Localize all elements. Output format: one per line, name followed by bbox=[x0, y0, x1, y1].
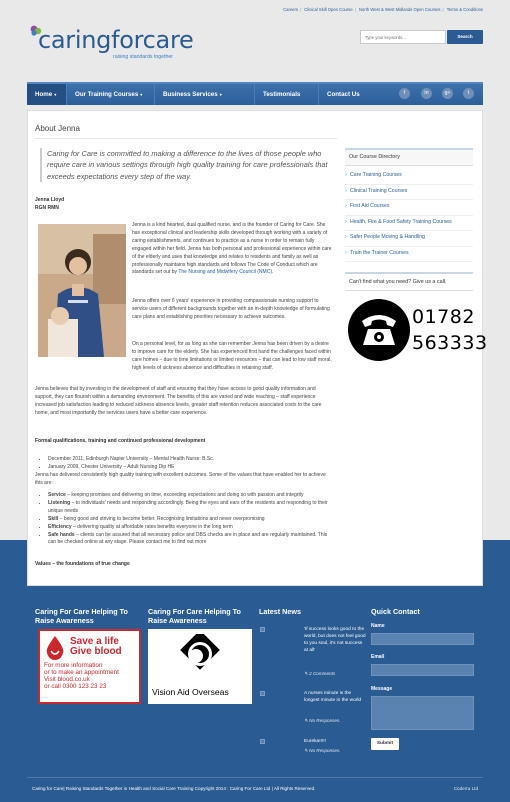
value-term: Service bbox=[48, 492, 66, 498]
value-term: Listening bbox=[48, 499, 71, 506]
phone-banner[interactable] bbox=[345, 294, 488, 366]
vision-aid-ad[interactable] bbox=[148, 629, 252, 704]
vision-aid-text: Vision Aid Overseas bbox=[152, 687, 229, 697]
author-signature bbox=[35, 196, 64, 212]
news-text[interactable]: Eureka!!!!! bbox=[304, 739, 326, 744]
name-field[interactable] bbox=[371, 633, 474, 645]
nav-testimonials[interactable] bbox=[255, 84, 319, 105]
bio-paragraph-3: On a personal level, for as long as she can remember Jenna has been driven by a desire to improve care for the elderly. She has experienced first hand the challenges faced within care homes – due to time limitations or limited resources – that can lead to low staff moral, high levels of sickness absence and difficulties in retaining staff. bbox=[132, 341, 332, 371]
news-meta: ✎ No Responses. bbox=[304, 748, 341, 753]
nav-contact-label: Contact Us bbox=[327, 91, 360, 98]
call-us-title: Can't find what you need? Give us a call. bbox=[345, 272, 473, 291]
news-text[interactable]: 'If success looks good to the world, but does not feel good to you soul, it's not success at all' bbox=[304, 627, 366, 653]
nav-training-courses[interactable] bbox=[67, 84, 155, 105]
author-role: RGN RMN bbox=[35, 205, 59, 211]
value-item bbox=[48, 492, 332, 500]
value-item bbox=[48, 500, 332, 516]
value-term: Safe hands bbox=[48, 531, 75, 538]
top-link-terms[interactable]: Terms & Conditions bbox=[446, 7, 483, 12]
values-intro: Jenna has delivered consistently high quality training with excellent outcomes. Some of the values that have enabled her to achieve this are: bbox=[35, 472, 326, 486]
news-meta-text: 2 Comments bbox=[309, 671, 336, 676]
qualifications-list bbox=[48, 456, 332, 472]
quick-contact-title: Quick Contact bbox=[371, 607, 420, 616]
news-text[interactable]: A nurses minute is the longest minute in the world bbox=[304, 691, 362, 703]
top-link-northwest[interactable]: North West & West Midlands Open Courses bbox=[358, 7, 441, 12]
vision-aid-logo-icon bbox=[178, 634, 222, 680]
blood-ad-line: Save a life bbox=[70, 636, 119, 647]
intro-quote: Caring for Care is committed to making a difference to the lives of those people who require care in various settings through high quality training for care professionals that exceeds expectations every step of the way. bbox=[40, 148, 336, 182]
news-item[interactable] bbox=[260, 690, 364, 724]
news-thumbnail bbox=[260, 739, 265, 744]
news-meta-text: No Responses. bbox=[309, 718, 341, 723]
news-meta: ✎ No Responses. bbox=[304, 718, 341, 723]
nav-business-services[interactable] bbox=[155, 84, 255, 105]
email-label: Email bbox=[371, 654, 385, 660]
qualification-item: • January 2009, Chester University – Adult Nursing Dip HE bbox=[48, 464, 332, 472]
value-text: – delivering quality at affordable rates benefits everyone in the long term bbox=[71, 523, 233, 530]
message-label: Message bbox=[371, 686, 393, 692]
linkedin-icon[interactable]: in bbox=[421, 88, 432, 99]
course-link[interactable]: › Train the Trainer Courses bbox=[345, 247, 473, 263]
course-link[interactable]: › Safer People Moving & Handling bbox=[345, 231, 473, 247]
nav-business-label: Business Services bbox=[163, 91, 218, 98]
course-link[interactable]: › Health, Fire & Food Safety Training Courses bbox=[345, 216, 473, 232]
nurse-photo bbox=[38, 224, 126, 357]
site-credit[interactable]: Coderra Ltd bbox=[453, 786, 478, 791]
top-links: Careers | Clinical Skill Open Course | North West & West Midlands Open Courses | Terms & Conditions bbox=[283, 7, 483, 12]
qualifications-heading: Formal qualifications, training and continued professional development bbox=[35, 438, 206, 444]
google-plus-icon[interactable]: g+ bbox=[442, 88, 453, 99]
title-divider bbox=[35, 138, 337, 139]
author-name: Jenna Lloyd bbox=[35, 197, 65, 203]
values-footer: Values – the foundations of true change bbox=[35, 561, 130, 567]
facebook-icon[interactable]: f bbox=[399, 88, 410, 99]
footer-col1-title: Caring For Care Helping To Raise Awareness bbox=[35, 607, 128, 625]
footer-col2-title: Caring For Care Helping To Raise Awareness bbox=[148, 607, 241, 625]
bio-paragraph-2: Jenna offers over 6 years' experience in providing compassionate nursing support to service users of different backgrounds together with an in-depth knowledge of formulating care plans and establishing priorities necessary to achieve outcomes. bbox=[132, 298, 330, 320]
value-item bbox=[48, 532, 332, 548]
give-blood-ad[interactable] bbox=[38, 629, 141, 704]
phone-number-line2: 563333 bbox=[412, 332, 488, 354]
phone-number-line1: 01782 bbox=[412, 306, 475, 328]
nav-testimonials-label: Testimonials bbox=[263, 91, 301, 98]
nav-home-label: Home bbox=[35, 91, 53, 98]
value-text: – keeping promises and delivering on time, exceeding expectations and doing so with passion and integrity bbox=[65, 492, 304, 498]
blood-ad-line: Visit blood.co.uk bbox=[44, 676, 90, 683]
nmc-link[interactable]: The Nursing and Midwifery Council (NMC). bbox=[178, 269, 274, 276]
chevron-down-icon: ▾ bbox=[54, 92, 57, 97]
qualification-item: • December 2011, Edinburgh Napier University – Mental Health Nurse: B.Sc. bbox=[48, 456, 332, 464]
twitter-icon[interactable]: t bbox=[463, 88, 474, 99]
course-link[interactable]: › First Aid Courses bbox=[345, 200, 473, 216]
news-meta-text: No Responses. bbox=[309, 748, 341, 753]
email-field[interactable] bbox=[371, 664, 474, 676]
search-input[interactable] bbox=[360, 30, 446, 44]
logo-tagline: raising standards together bbox=[113, 54, 173, 60]
course-directory-title: Our Course Directory bbox=[345, 148, 473, 166]
chevron-down-icon: ▾ bbox=[219, 92, 222, 97]
blood-ad-headline bbox=[70, 637, 122, 657]
message-field[interactable] bbox=[371, 696, 474, 730]
blood-ad-line: Give blood bbox=[70, 646, 122, 657]
nav-home[interactable] bbox=[27, 84, 67, 105]
nav-contact[interactable] bbox=[319, 84, 377, 105]
nav-training-label: Our Training Courses bbox=[75, 91, 139, 98]
logo-wordmark: caringforcare bbox=[38, 26, 194, 54]
blood-ad-info bbox=[44, 662, 119, 690]
bio-paragraph-1 bbox=[132, 222, 332, 277]
search-button[interactable]: Search bbox=[447, 30, 483, 44]
news-meta: ✎ 2 Comments bbox=[304, 671, 336, 676]
blood-ad-line: or to make an appointment bbox=[44, 669, 119, 676]
blood-drop-icon bbox=[43, 635, 67, 661]
footer-divider bbox=[27, 777, 483, 778]
name-label: Name bbox=[371, 623, 385, 629]
value-term: Efficiency bbox=[48, 523, 72, 530]
top-link-clinical[interactable]: Clinical Skill Open Course bbox=[304, 7, 353, 12]
value-term: Skill bbox=[48, 515, 59, 522]
value-item bbox=[48, 524, 332, 532]
news-thumbnail bbox=[260, 691, 265, 696]
bio-paragraph-1-text: Jenna is a kind hearted, dual qualified nurse, and is the founder of Caring for Care. She has exceptional clinical and leadership skills developed through working with a variety of caring establishments, and continues to practice as a nurse in order to remain fully engaged within her field. Jenna has both personal and professional experience within care of the elderly and uses that knowledge and relates to residents and family as well as professionally maintains high standards and follows The Code of Conduct which are standards set out by bbox=[132, 222, 332, 276]
site-logo[interactable] bbox=[28, 24, 208, 66]
value-text: – being good and striving to become better. Recognising limitations and never overpromising bbox=[58, 515, 265, 522]
news-thumbnail bbox=[260, 627, 265, 632]
top-link-careers[interactable]: Careers bbox=[283, 7, 298, 12]
course-directory-list bbox=[345, 169, 473, 262]
value-text: – to individuals' needs and responding accordingly. Being the eyes and ears of the residents and responding to their unique needs bbox=[48, 499, 328, 514]
submit-button[interactable]: Submit bbox=[371, 738, 399, 750]
news-item[interactable] bbox=[260, 738, 364, 762]
news-item[interactable] bbox=[260, 626, 364, 686]
main-nav bbox=[27, 82, 483, 105]
chevron-down-icon: ▾ bbox=[140, 92, 143, 97]
values-list bbox=[48, 492, 332, 547]
copyright-text: Caring for Care| Raising Standards Together in Health and Social Care Training Copyright 2014 : Caring For Care Ltd | All Rights Reserved. bbox=[32, 786, 316, 791]
telephone-icon bbox=[348, 299, 410, 361]
bio-paragraph-4: Jenna believes that by investing in the development of staff and ensuring that they have access to good quality information and support, they can flourish within a demanding environment. The benefits of this are varied and wide reaching – staff experience increased job satisfaction leading to reduced sickness absence levels, greater staff retention reduces associated costs to the care home, and most importantly the services users have a better care experience. bbox=[35, 386, 322, 416]
blood-ad-line: For more information bbox=[44, 662, 103, 669]
course-link[interactable]: › Clinical Training Courses bbox=[345, 185, 473, 201]
blood-ad-line: or call 0300 123 23 23 bbox=[44, 683, 107, 690]
value-text: – clients can be assured that all necessary police and DBS checks are in place and are regularly maintained. This can be checked online at any stage. Please contact me to find out more bbox=[48, 531, 328, 546]
course-link[interactable]: › Care Training Courses bbox=[345, 169, 473, 185]
value-item bbox=[48, 516, 332, 524]
latest-news-title: Latest News bbox=[259, 607, 301, 616]
page-title: About Jenna bbox=[35, 124, 80, 133]
